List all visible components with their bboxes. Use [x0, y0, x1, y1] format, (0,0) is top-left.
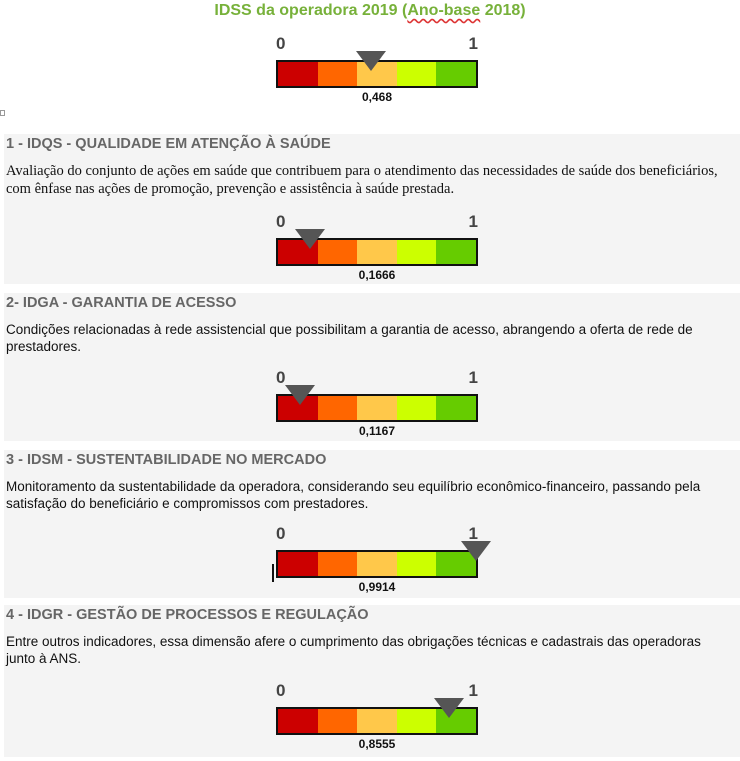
- overall-gauge: [276, 34, 478, 104]
- gauge-pointer-icon: [461, 541, 491, 561]
- section-description: Avaliação do conjunto de ações em saúde que contribuem para o atendimento das necessidades de saúde dos beneficiários, com ênfase nas ações de promoção, prevenção e assistência à saúde prestada.: [6, 163, 718, 197]
- band-lime: [397, 240, 437, 264]
- band-lime: [397, 62, 437, 86]
- section-idsm: [4, 450, 740, 598]
- title-prefix: IDSS da operadora 2019 (: [214, 2, 408, 19]
- band-orange: [318, 709, 358, 733]
- band-green: [436, 396, 476, 420]
- gauge-max-label: 1: [468, 681, 478, 700]
- gauge-pointer-icon: [434, 698, 464, 718]
- band-orange: [318, 552, 358, 576]
- idqs-gauge: [276, 212, 478, 282]
- gauge-value: 0,468: [361, 90, 393, 104]
- band-orange: [318, 62, 358, 86]
- band-red: [278, 62, 318, 86]
- band-green: [436, 62, 476, 86]
- gauge-value: 0,8555: [358, 737, 396, 751]
- gauge-min-label: 0: [276, 524, 286, 543]
- idga-gauge: [276, 368, 478, 438]
- band-green: [436, 240, 476, 264]
- gauge-max-label: 1: [468, 524, 478, 543]
- section-title: 2- IDGA - GARANTIA DE ACESSO: [6, 295, 237, 311]
- band-lime: [397, 709, 437, 733]
- gauge-pointer-icon: [356, 51, 386, 71]
- section-title: 3 - IDSM - SUSTENTABILIDADE NO MERCADO: [6, 452, 327, 468]
- band-red: [278, 709, 318, 733]
- gauge-min-label: 0: [276, 681, 286, 700]
- section-title: 4 - IDGR - GESTÃO DE PROCESSOS E REGULAÇÃO: [6, 607, 369, 623]
- band-yellow: [357, 396, 397, 420]
- text-cursor: [272, 564, 274, 582]
- section-idqs: [4, 134, 740, 284]
- band-yellow: [357, 709, 397, 733]
- band-orange: [318, 396, 358, 420]
- gauge-pointer-icon: [295, 229, 325, 249]
- gauge-max-label: 1: [468, 212, 478, 231]
- band-red: [278, 552, 318, 576]
- section-title: 1 - IDQS - QUALIDADE EM ATENÇÃO À SAÚDE: [6, 136, 331, 152]
- section-idgr: [4, 605, 740, 757]
- broken-image-icon: [0, 110, 5, 116]
- band-yellow: [357, 240, 397, 264]
- gauge-min-label: 0: [276, 212, 286, 231]
- gauge-value: 0,1167: [358, 424, 396, 438]
- section-idga: [4, 293, 740, 441]
- section-description: Condições relacionadas à rede assistencial que possibilitam a garantia de acesso, abrangendo a oferta de rede de prestadores.: [6, 322, 693, 354]
- gauge-min-label: 0: [276, 368, 286, 387]
- gauge-value: 0,9914: [358, 580, 396, 594]
- gauge-min-label: 0: [276, 34, 286, 53]
- title-wavy-word: Ano-base: [407, 2, 481, 19]
- band-lime: [397, 396, 437, 420]
- band-lime: [397, 552, 437, 576]
- gauge-bar: [276, 550, 478, 578]
- idsm-gauge: [276, 524, 478, 594]
- gauge-max-label: 1: [468, 34, 478, 53]
- gauge-max-label: 1: [468, 368, 478, 387]
- section-description: Monitoramento da sustentabilidade da operadora, considerando seu equilíbrio econômico-financeiro, passando pela satisfação do beneficiário e compromissos com prestadores.: [6, 479, 701, 511]
- page-title: [0, 2, 740, 20]
- band-yellow: [357, 552, 397, 576]
- gauge-pointer-icon: [285, 385, 315, 405]
- title-suffix: 2018): [480, 2, 526, 19]
- section-description: Entre outros indicadores, essa dimensão afere o cumprimento das obrigações técnicas e cadastrais das operadoras junto à ANS.: [6, 634, 701, 666]
- gauge-value: 0,1666: [358, 268, 396, 282]
- idgr-gauge: [276, 681, 478, 751]
